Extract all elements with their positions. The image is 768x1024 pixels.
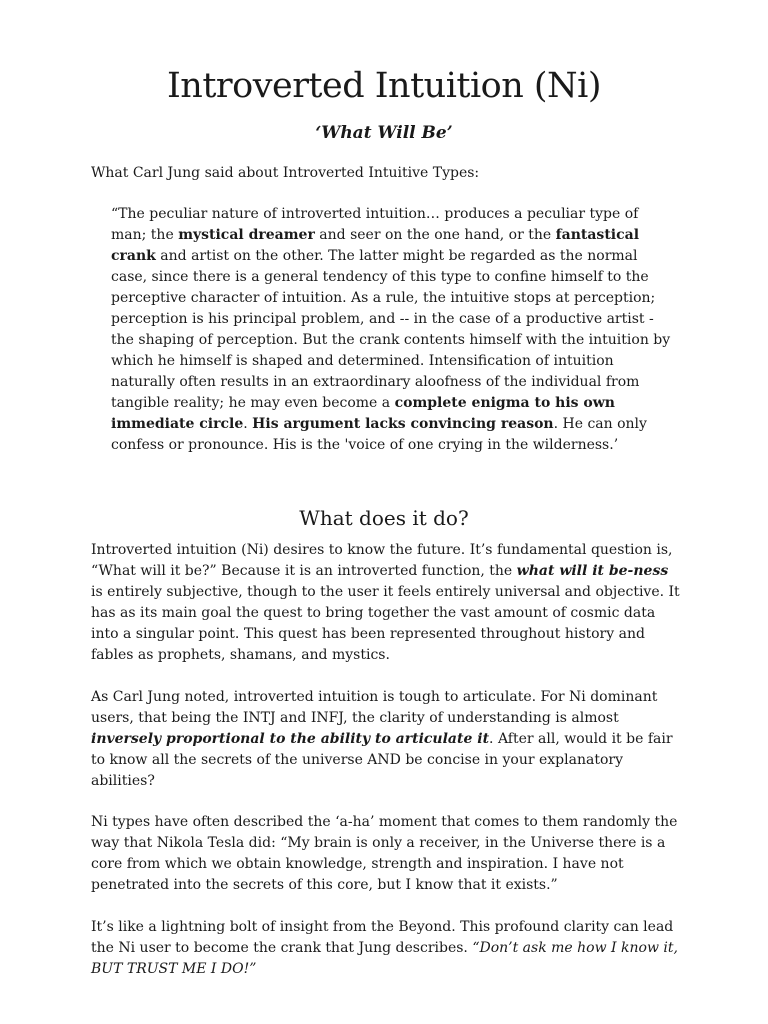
quote-text: “The peculiar nature of introverted intuition… produces a peculiar type of man; the [111,206,639,243]
body-paragraph-3 [91,812,681,896]
page-title: Introverted Intuition (Ni) [166,66,602,106]
quote-text: and seer on the one hand, or the [314,227,556,243]
paragraph-emphasis: inversely proportional to the ability to articulate it [91,731,490,747]
page-subtitle: ‘What Will Be’ [315,123,453,143]
paragraph-text: It’s like a lightning bolt of insight from the Beyond. This profound clarity can lead the Ni user to become the crank that Jung describes. [91,919,674,956]
quote-emphasis: His argument lacks convincing reason [252,416,554,432]
paragraph-emphasis: what will it be-ness [516,563,669,579]
paragraph-text: Ni types have often described the ‘a-ha’ moment that comes to them randomly the way that Nikola Tesla did: “My brain is only a receiver, in the Universe there is a core from which we obtain knowledge, strength and inspiration. I have not penetrated into the secrets of this core, but I know that it exists.” [91,814,678,893]
body-paragraph-2 [91,687,681,792]
section-heading: What does it do? [299,506,469,530]
body-paragraph-1 [91,540,681,666]
jung-quote-paragraph [111,204,671,456]
paragraph-text: Introverted intuition (Ni) desires to know the future. It’s fundamental question is, “What will it be?” Because it is an introverted function, the [91,542,673,579]
quote-text: . [243,416,253,432]
quote-text: and artist on the other. The latter might be regarded as the normal case, since there is a general tendency of this type to confine himself to the perceptive character of intuition. As a rule, the intuitive stops at perception; perception is his principal problem, and -- in the case of a productive artist - the shaping of perception. But the crank contents himself with the intuition by which he himself is shaped and determined. Intensification of intuition naturally often results in an extraordinary aloofness of the individual from tangible reality; he may even become a [111,248,671,411]
paragraph-text: is entirely subjective, though to the user it feels entirely universal and objective. It has as its main goal the quest to bring together the vast amount of cosmic data into a singular point. This quest has been represented throughout history and fables as prophets, shamans, and mystics. [91,584,680,663]
quote-emphasis: fantastical crank [111,227,640,264]
intro-paragraph: What Carl Jung said about Introverted Intuitive Types: [91,165,480,181]
paragraph-italic-quote: “Don’t ask me how I know it, BUT TRUST ME I DO!” [91,940,678,977]
paragraph-text: As Carl Jung noted, introverted intuition is tough to articulate. For Ni dominant users, that being the INTJ and INFJ, the clarity of understanding is almost [91,689,658,726]
body-paragraph-4 [91,917,681,980]
quote-emphasis: complete enigma to his own immediate circle [111,395,615,432]
paragraph-text: . After all, would it be fair to know all the secrets of the universe AND be concise in your explanatory abilities? [91,731,673,789]
quote-text: . He can only confess or pronounce. His is the 'voice of one crying in the wilderness.’ [111,416,647,453]
quote-emphasis: mystical dreamer [178,227,315,243]
